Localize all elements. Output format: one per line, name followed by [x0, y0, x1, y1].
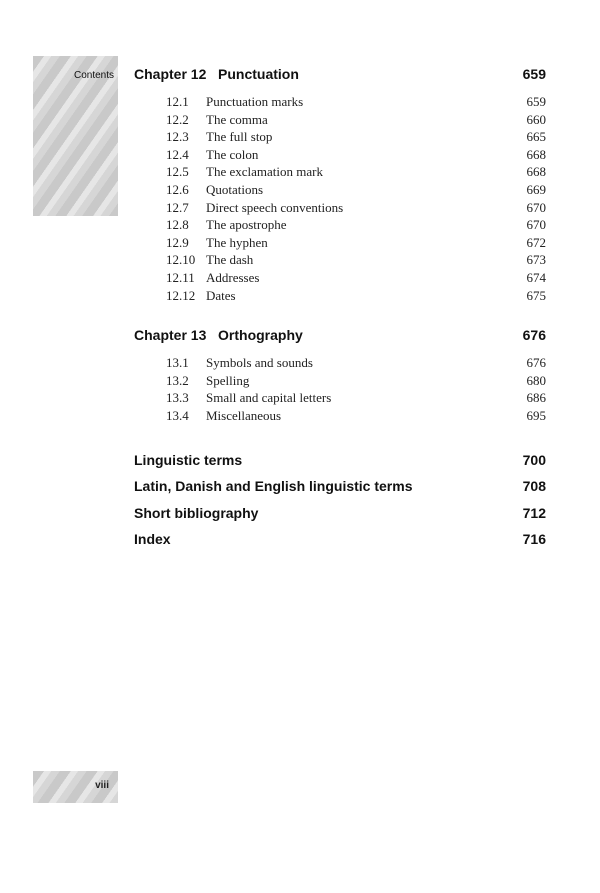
toc-entry[interactable]: 12.3 The full stop 665 — [166, 129, 546, 145]
toc-entry[interactable]: 12.10 The dash 673 — [166, 252, 546, 268]
toc-entry[interactable]: 12.6 Quotations 669 — [166, 181, 546, 197]
chapter-heading-label: Chapter 12 Punctuation — [134, 66, 299, 82]
toc-entry[interactable]: 12.2 The comma 660 — [166, 111, 546, 127]
chapter-13-heading[interactable] — [134, 327, 546, 349]
toc-entry[interactable]: 12.8 The apostrophe 670 — [166, 217, 546, 233]
toc-entry[interactable]: 12.9 The hyphen 672 — [166, 234, 546, 250]
toc-entry[interactable]: 12.5 The exclamation mark 668 — [166, 164, 546, 180]
back-matter-latin-danish-english[interactable]: Latin, Danish and English linguistic terms 708 — [134, 478, 546, 494]
back-matter-linguistic-terms[interactable]: Linguistic terms 700 — [134, 451, 546, 468]
toc-entry[interactable]: 12.1 Punctuation marks 659 — [166, 94, 546, 109]
toc-entry[interactable]: 12.11 Addresses 674 — [166, 269, 546, 285]
chapter-heading-label: Chapter 13 Orthography — [134, 327, 303, 344]
toc-entry[interactable]: 13.2 Spelling 680 — [166, 372, 546, 388]
chapter-12-heading[interactable] — [134, 66, 546, 88]
contents-tab — [33, 56, 118, 216]
toc-entry[interactable]: 13.3 Small and capital letters 686 — [166, 390, 546, 406]
chapter-page: 676 — [522, 327, 546, 344]
table-of-contents — [134, 66, 546, 558]
toc-entry[interactable]: 12.4 The colon 668 — [166, 146, 546, 162]
folio-tab — [33, 771, 118, 803]
toc-entry[interactable]: 12.7 Direct speech conventions 670 — [166, 199, 546, 215]
toc-entry[interactable]: 13.1 Symbols and sounds 676 — [166, 355, 546, 371]
back-matter — [134, 452, 546, 558]
page-number: viii — [95, 780, 109, 791]
contents-label: Contents — [73, 70, 114, 81]
chapter-13-sections — [134, 355, 546, 425]
toc-entry[interactable]: 13.4 Miscellaneous 695 — [166, 407, 546, 423]
chapter-page: 659 — [522, 66, 546, 82]
back-matter-bibliography[interactable]: Short bibliography 712 — [134, 504, 546, 521]
chapter-12-sections — [134, 94, 546, 305]
back-matter-index[interactable]: Index 716 — [134, 531, 546, 547]
toc-entry[interactable]: 12.12 Dates 675 — [166, 287, 546, 303]
